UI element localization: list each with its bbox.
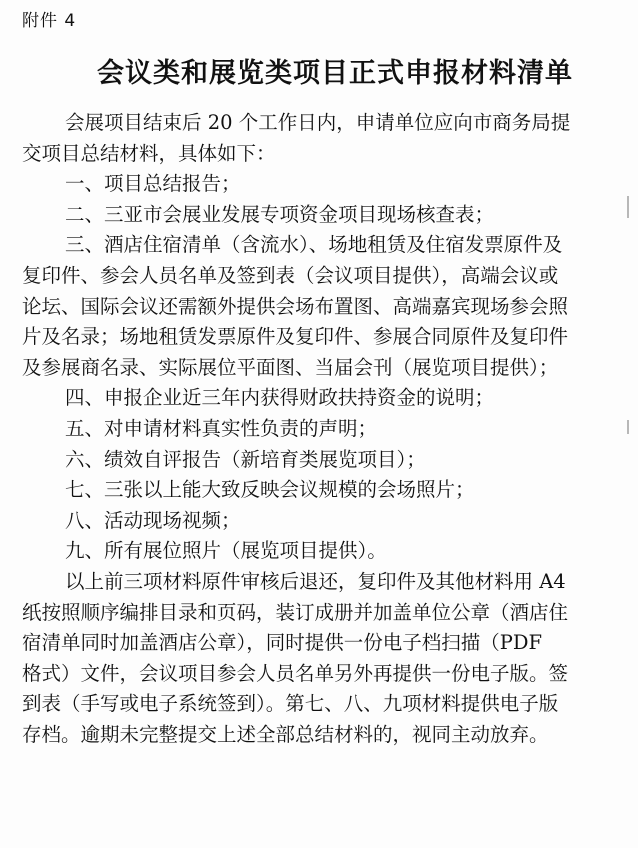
annex-label: 附件 4 bbox=[22, 11, 77, 31]
body-line: 复印件、参会人员名单及签到表（会议项目提供），高端会议或 bbox=[22, 263, 559, 287]
body-line: 片及名录；场地租赁发票原件及复印件、参展合同原件及复印件 bbox=[22, 325, 569, 349]
body-line: 宿清单同时加盖酒店公章），同时提供一份电子档扫描（PDF bbox=[22, 631, 543, 655]
list-item: 七、三张以上能大致反映会议规模的会场照片； bbox=[65, 478, 475, 502]
list-item: 二、三亚市会展业发展专项资金项目现场核查表； bbox=[65, 202, 495, 226]
document-body bbox=[22, 108, 626, 750]
scan-edge-mark bbox=[627, 196, 629, 218]
scan-edge-mark bbox=[627, 420, 629, 434]
body-line: 会展项目结束后 20 个工作日内，申请单位应向市商务局提 bbox=[65, 111, 571, 134]
body-line: 纸按照顺序编排目录和页码，装订成册并加盖单位公章（酒店住 bbox=[22, 600, 569, 624]
list-item: 九、所有展位照片（展览项目提供）。 bbox=[65, 539, 387, 563]
document-title: 会议类和展览类项目正式申报材料清单 bbox=[97, 58, 573, 89]
list-item: 五、对申请材料真实性负责的声明； bbox=[65, 416, 378, 440]
body-line: 交项目总结材料，具体如下： bbox=[22, 141, 276, 165]
list-item: 四、申报企业近三年内获得财政扶持资金的说明； bbox=[65, 386, 495, 410]
body-line: 到表（手写或电子系统签到）。第七、八、九项材料提供电子版 bbox=[22, 692, 559, 716]
list-item: 八、活动现场视频； bbox=[65, 508, 241, 532]
body-line: 格式）文件，会议项目参会人员名单另外再提供一份电子版。签 bbox=[22, 661, 569, 685]
body-line: 存档。逾期未完整提交上述全部总结材料的，视同主动放弃。 bbox=[22, 722, 549, 746]
body-line: 以上前三项材料原件审核后退还，复印件及其他材料用 A4 bbox=[65, 569, 566, 593]
list-item: 六、绩效自评报告（新培育类展览项目）； bbox=[65, 447, 426, 471]
list-item: 一、项目总结报告； bbox=[65, 172, 241, 196]
list-item: 三、酒店住宿清单（含流水）、场地租赁及住宿发票原件及 bbox=[65, 233, 563, 257]
body-line: 论坛、国际会议还需额外提供会场布置图、高端嘉宾现场参会照 bbox=[22, 294, 569, 318]
body-line: 及参展商名录、实际展位平面图、当届会刊（展览项目提供）； bbox=[22, 355, 559, 379]
